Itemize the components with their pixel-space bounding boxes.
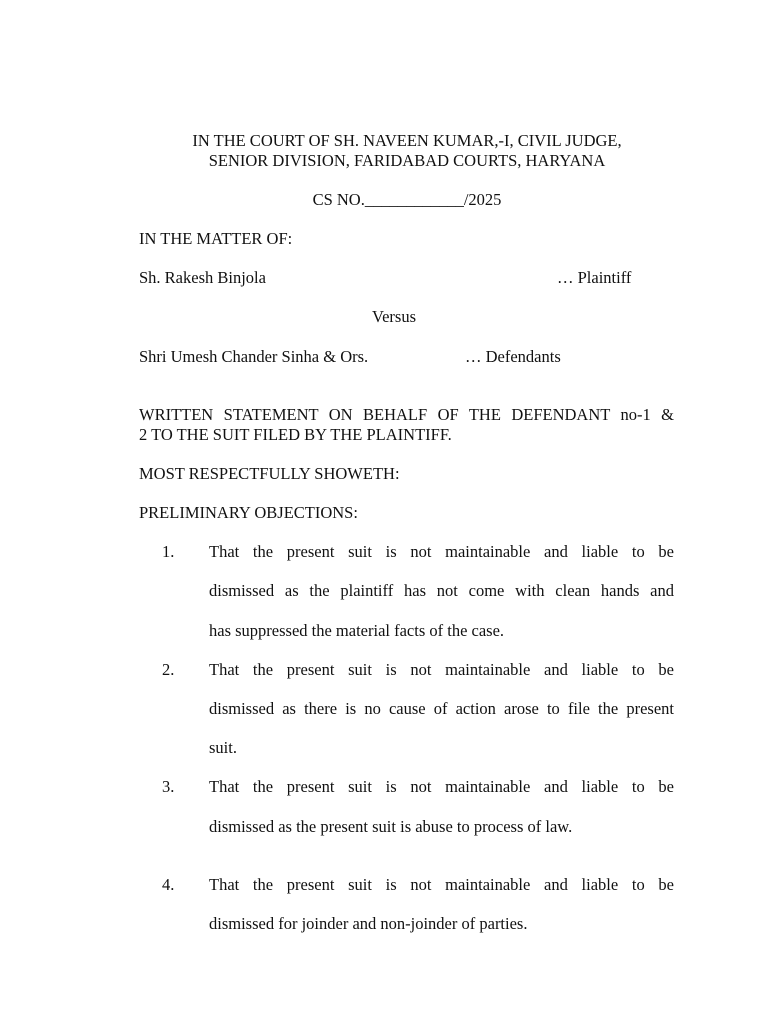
written-statement-line-1: WRITTEN STATEMENT ON BEHALF OF THE DEFENDANT no-1 & [139,405,674,424]
plaintiff-role: … Plaintiff [557,268,632,287]
showeth-heading: MOST RESPECTFULLY SHOWETH: [139,464,400,483]
objection-text-line: That the present suit is not maintainable and liable to be [209,542,674,561]
objection-number: 2. [162,660,175,679]
objection-text-line: suit. [209,738,237,757]
objection-text-line: dismissed for joinder and non-joinder of parties. [209,914,528,933]
objection-number: 1. [162,542,175,561]
objection-number: 4. [162,875,175,894]
objection-text-line: dismissed as the plaintiff has not come with clean hands and [209,581,674,600]
objections-heading: PRELIMINARY OBJECTIONS: [139,503,358,522]
court-header-line-1: IN THE COURT OF SH. NAVEEN KUMAR,-I, CIVIL JUDGE, [192,131,622,150]
objection-text-line: That the present suit is not maintainable and liable to be [209,777,674,796]
objection-text-line: That the present suit is not maintainable and liable to be [209,875,674,894]
defendants-name: Shri Umesh Chander Sinha & Ors. [139,347,369,366]
versus-label: Versus [372,307,416,326]
plaintiff-name: Sh. Rakesh Binjola [139,268,266,287]
court-header-line-2: SENIOR DIVISION, FARIDABAD COURTS, HARYANA [208,151,606,170]
written-statement-line-2: 2 TO THE SUIT FILED BY THE PLAINTIFF. [139,425,452,444]
objection-number: 3. [162,777,175,796]
objection-text-line: dismissed as the present suit is abuse to process of law. [209,817,573,836]
objection-text-line: dismissed as there is no cause of action arose to file the present [209,699,674,718]
objection-text-line: has suppressed the material facts of the case. [209,621,505,640]
defendants-role: … Defendants [465,347,561,366]
objection-text-line: That the present suit is not maintainable and liable to be [209,660,674,679]
matter-heading: IN THE MATTER OF: [139,229,293,248]
case-number: CS NO.____________/2025 [312,190,502,209]
